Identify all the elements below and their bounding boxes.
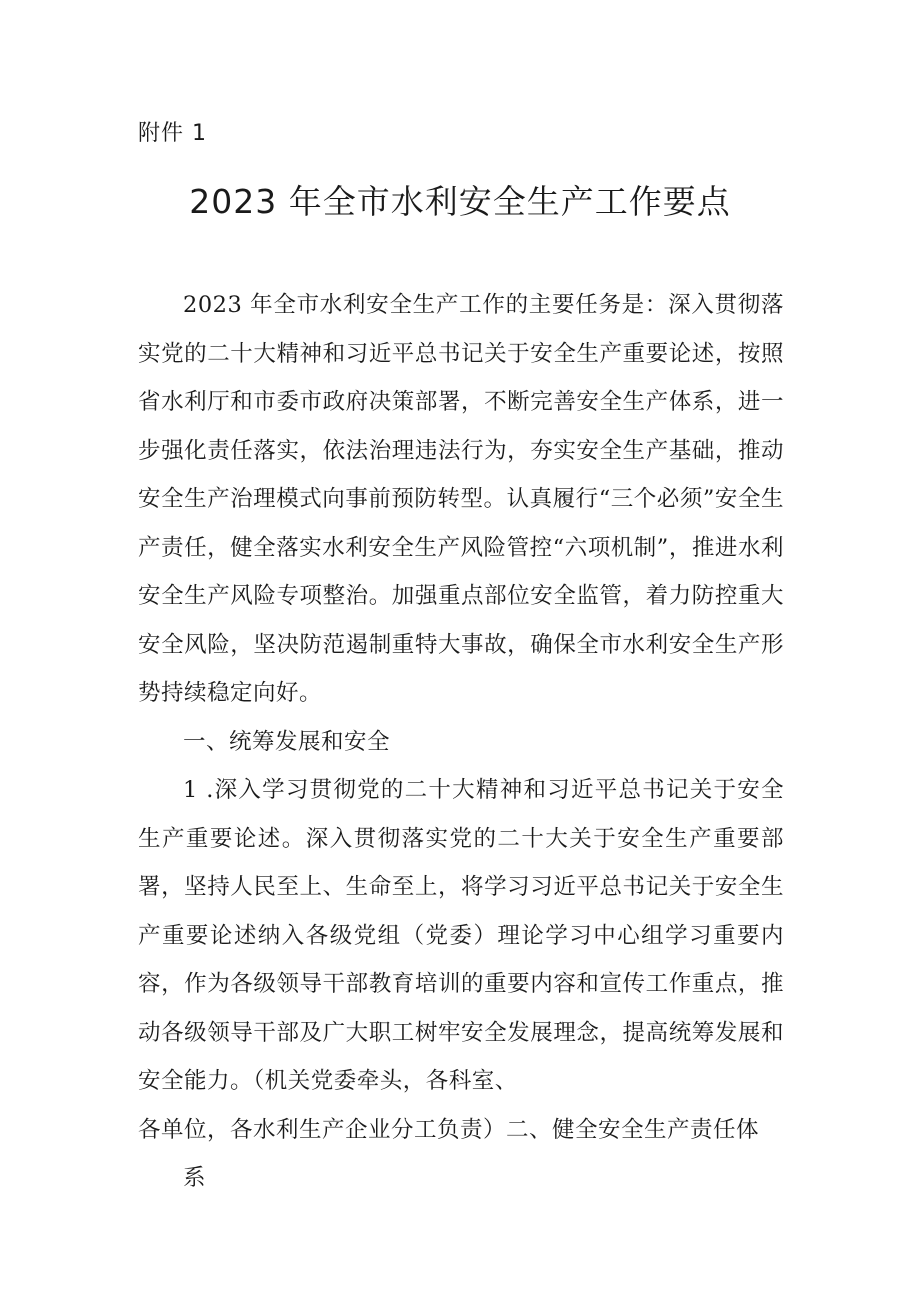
tail-line: 各单位，各水利生产企业分工负责）二、健全安全生产责任体 xyxy=(138,1116,760,1143)
document-body xyxy=(138,281,784,1203)
section-1-heading: 一、统筹发展和安全 xyxy=(183,728,391,755)
tail-indent-line: 系 xyxy=(183,1165,207,1191)
intro-paragraph: 2023 年全市水利安全生产工作的主要任务是：深入贯彻落实党的二十大精神和习近平总书记关于安全生产重要论述，按照省水利厅和市委市政府决策部署，不断完善安全生产体系，进一步强化责任落实，依法治理违法行为，夯实安全生产基础，推动安全生产治理模式向事前预防转型。认真履行“三个必须”安全生产责任，健全落实水利安全生产风险管控“六项机制”，推进水利安全生产风险专项整治。加强重点部位安全监管，着力防控重大安全风险，坚决防范遏制重特大事故，确保全市水利安全生产形势持续稳定向好。 xyxy=(138,292,784,706)
document-title: 2023 年全市水利安全生产工作要点 xyxy=(189,182,731,221)
attachment-label: 附件 1 xyxy=(138,121,207,146)
item-1-paragraph: 1 .深入学习贯彻党的二十大精神和习近平总书记关于安全生产重要论述。深入贯彻落实党的二十大关于安全生产重要部署，坚持人民至上、生命至上，将学习习近平总书记关于安全生产重要论述纳入各级党组（党委）理论学习中心组学习重要内容，作为各级领导干部教育培训的重要内容和宣传工作重点，推动各级领导干部及广大职工树牢安全发展理念，提高统筹发展和安全能力。（机关党委牵头，各科室、 xyxy=(138,777,784,1094)
